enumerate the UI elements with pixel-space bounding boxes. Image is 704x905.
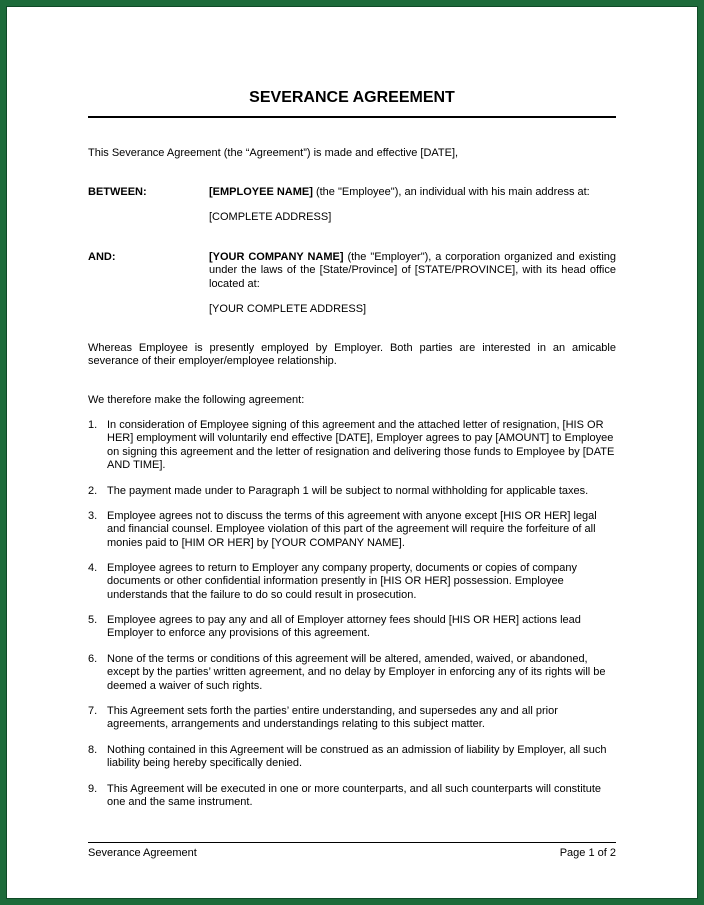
item-number: 2. xyxy=(88,485,98,497)
whereas-paragraph: Whereas Employee is presently employed by Employer. Both parties are interested in an amicable severance of their employer/employee relationship. xyxy=(88,342,616,368)
item-number: 1. xyxy=(88,419,98,431)
employee-name: [EMPLOYEE NAME] xyxy=(209,186,313,198)
employee-address: [COMPLETE ADDRESS] xyxy=(209,211,332,223)
and-text xyxy=(209,251,616,291)
item-text: None of the terms or conditions of this agreement will be altered, amended, waived, or abandoned, except by the parties’ written agreement, and no delay by Employer in enforcing any of its rights will be deemed a waiver of such rights. xyxy=(107,653,606,692)
item-number: 9. xyxy=(88,783,98,795)
item-text: Employee agrees to return to Employer any company property, documents or copies of company documents or other confidential information presently in [HIS OR HER] possession. Employee understands that the failure to do so could result in prosecution. xyxy=(107,562,577,601)
item-number: 7. xyxy=(88,705,98,717)
item-text: Nothing contained in this Agreement will be construed as an admission of liability by Employer, all such liability being hereby specifically denied. xyxy=(107,744,607,770)
item-number: 3. xyxy=(88,510,98,522)
between-text xyxy=(209,186,616,199)
item-number: 8. xyxy=(88,744,98,756)
item-text: The payment made under to Paragraph 1 will be subject to normal withholding for applicable taxes. xyxy=(107,485,589,497)
document-title: SEVERANCE AGREEMENT xyxy=(249,89,455,106)
item-text: Employee agrees to pay any and all of Employer attorney fees should [HIS OR HER] actions lead Employer to enforce any provisions of this agreement. xyxy=(107,614,581,640)
company-name: [YOUR COMPANY NAME] xyxy=(209,251,344,263)
footer-rule xyxy=(88,842,616,843)
item-number: 5. xyxy=(88,614,98,626)
item-text: Employee agrees not to discuss the terms of this agreement with anyone except [HIS OR HER] legal and financial counsel. Employee violation of this part of the agreement will require the forfeiture of all monies paid to [HIM OR HER] by [YOUR COMPANY NAME]. xyxy=(107,510,597,549)
and-description: (the "Employer"), a corporation organized and existing under the laws of the [State/Province] of [STATE/PROVINCE], with its head office located at: xyxy=(209,251,616,290)
title-rule xyxy=(88,116,616,118)
item-text: This Agreement sets forth the parties’ entire understanding, and supersedes any and all prior agreements, arrangements and understandings relating to this subject matter. xyxy=(107,705,558,731)
therefore-paragraph: We therefore make the following agreement: xyxy=(88,394,305,406)
intro-paragraph: This Severance Agreement (the “Agreement”) is made and effective [DATE], xyxy=(88,147,459,159)
item-text: This Agreement will be executed in one or more counterparts, and all such counterparts will constitute one and the same instrument. xyxy=(107,783,602,809)
between-label: BETWEEN: xyxy=(88,186,147,198)
item-number: 6. xyxy=(88,653,98,665)
company-address: [YOUR COMPLETE ADDRESS] xyxy=(209,303,367,315)
and-label: AND: xyxy=(88,251,116,263)
item-number: 4. xyxy=(88,562,98,574)
footer-document-name: Severance Agreement xyxy=(88,847,197,859)
footer-page-number: Page 1 of 2 xyxy=(559,847,616,859)
item-text: In consideration of Employee signing of this agreement and the attached letter of resignation, [HIS OR HER] employment will voluntarily end effective [DATE], Employer agrees to pay [AMOUNT] to Employee on signing this agreement and the letter of resignation and delivering those funds to Employee by [DATE AND TIME]. xyxy=(107,419,615,472)
between-description: (the "Employee"), an individual with his main address at: xyxy=(312,186,590,198)
